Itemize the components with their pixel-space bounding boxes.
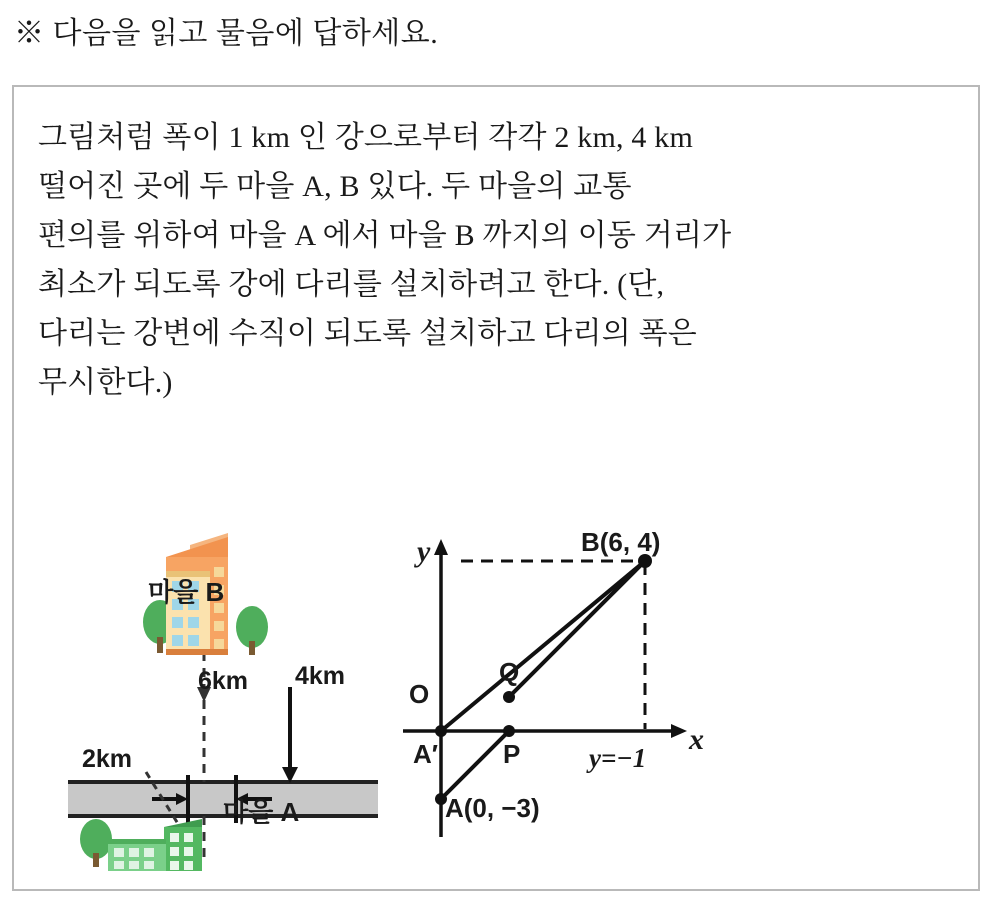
- village-b-label: 마을 B: [148, 577, 225, 607]
- point-a-prime-label: A′: [413, 739, 439, 769]
- statement-line-3: 편의를 위하여 마을 A 에서 마을 B 까지의 이동 거리가: [38, 219, 732, 252]
- y-axis-label: y: [417, 535, 431, 568]
- village-a-label: 마을 A: [223, 797, 300, 827]
- x-axis-label: x: [689, 723, 704, 756]
- building-a-icon: [80, 819, 202, 871]
- distance-6km-label: 6km: [198, 667, 249, 695]
- coordinate-graph-svg: [393, 527, 723, 877]
- point-p-label: P: [503, 739, 521, 769]
- river-illustration: [68, 527, 398, 877]
- problem-statement: [38, 113, 958, 407]
- figure-area: [38, 527, 958, 877]
- point-q-label: Q: [499, 657, 520, 687]
- statement-line-5: 다리는 강변에 수직이 되도록 설치하고 다리의 폭은: [38, 317, 697, 350]
- line-equation-label: y=−1: [589, 743, 647, 773]
- point-q: [503, 691, 515, 703]
- arrow-4km: [282, 687, 298, 783]
- instruction-text: ※ 다음을 읽고 물음에 답하세요.: [14, 17, 439, 50]
- coordinate-graph: [393, 527, 723, 877]
- point-p: [503, 725, 515, 737]
- statement-line-6: 무시한다.): [38, 366, 173, 399]
- point-a-prime: [435, 725, 447, 737]
- statement-line-2: 떨어진 곳에 두 마을 A, B 있다. 두 마을의 교통: [38, 170, 632, 203]
- statement-line-1: 그림처럼 폭이 1 km 인 강으로부터 각각 2 km, 4 km: [38, 121, 694, 154]
- distance-2km-label: 2km: [82, 745, 133, 773]
- problem-box: [12, 85, 980, 891]
- distance-4km-label: 4km: [295, 662, 346, 690]
- origin-label: O: [409, 679, 430, 709]
- statement-line-4: 최소가 되도록 강에 다리를 설치하려고 한다. (단,: [38, 268, 665, 301]
- point-a-label: A(0, −3): [445, 793, 540, 823]
- point-b-label: B(6, 4): [581, 527, 661, 557]
